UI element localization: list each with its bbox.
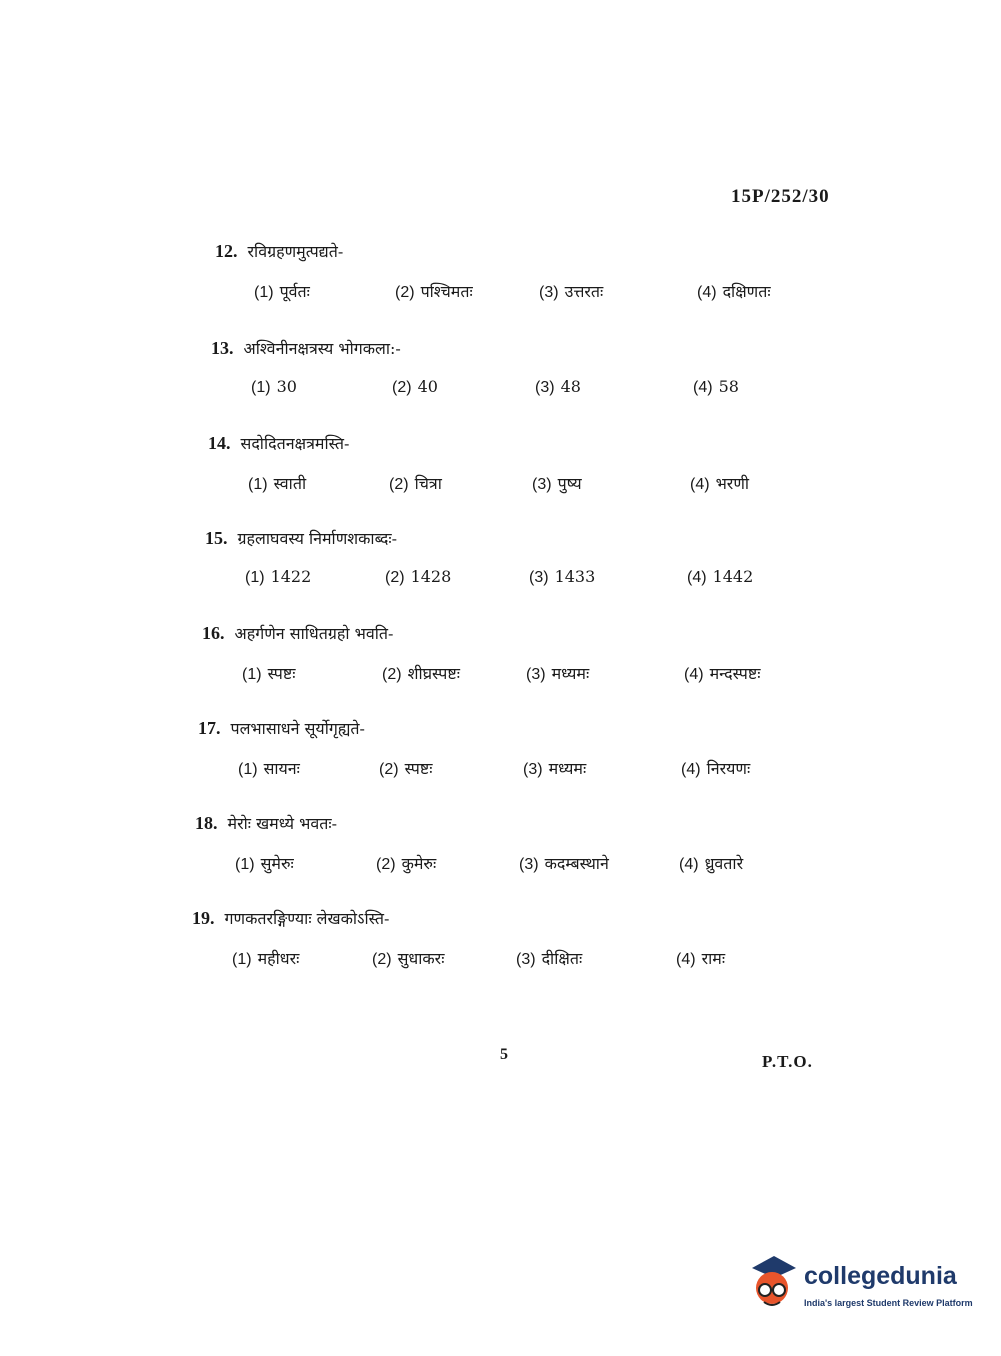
option-3: (3) मध्यमः [523, 759, 587, 778]
question-number: 16. [202, 623, 225, 643]
option-3: (3) पुष्य [532, 474, 582, 493]
option-2: (2) 1428 [385, 567, 452, 586]
option-3: (3) उत्तरतः [539, 282, 604, 301]
option-4: (4) रामः [676, 949, 726, 968]
question-number: 19. [192, 908, 215, 928]
question-number: 17. [198, 718, 221, 738]
option-1: (1) 30 [251, 377, 297, 396]
option-4: (4) दक्षिणतः [697, 282, 771, 301]
question-text: सदोदितनक्षत्रमस्ति- [240, 434, 350, 453]
question-19 [0, 907, 1001, 997]
question-number: 18. [195, 813, 218, 833]
option-3: (3) कदम्बस्थाने [519, 854, 609, 873]
option-2: (2) स्पष्टः [379, 759, 433, 778]
question-12 [0, 240, 1001, 330]
option-2: (2) सुधाकरः [372, 949, 445, 968]
option-1: (1) सायनः [238, 759, 300, 778]
logo-tagline: India's largest Student Review Platform [804, 1298, 973, 1308]
option-3: (3) दीक्षितः [516, 949, 583, 968]
question-number: 12. [215, 241, 238, 261]
question-text: अश्विनीनक्षत्रस्य भोगकला:- [243, 339, 401, 358]
question-number: 15. [205, 528, 228, 548]
option-2: (2) पश्चिमतः [395, 282, 473, 301]
option-4: (4) मन्दस्पष्टः [684, 664, 761, 683]
option-1: (1) स्वाती [248, 474, 307, 493]
question-text: रविग्रहणमुत्पद्यते- [247, 242, 344, 261]
option-2: (2) 40 [392, 377, 438, 396]
option-4: (4) भरणी [690, 474, 750, 493]
paper-code: 15P/252/30 [731, 186, 830, 207]
option-2: (2) कुमेरुः [376, 854, 437, 873]
question-15 [0, 527, 1001, 617]
page-number: 5 [500, 1046, 508, 1063]
question-text: गणकतरङ्गिण्याः लेखकोऽस्ति- [224, 909, 390, 928]
option-1: (1) 1422 [245, 567, 312, 586]
logo-wordmark: collegedunia [804, 1262, 957, 1290]
option-4: (4) 1442 [687, 567, 754, 586]
question-number: 14. [208, 433, 231, 453]
question-14 [0, 432, 1001, 522]
option-4: (4) ध्रुवतारे [679, 854, 744, 873]
mascot-icon [744, 1250, 802, 1320]
question-text: अहर्गणेन साधितग्रहो भवति- [234, 624, 394, 643]
question-number: 13. [211, 338, 234, 358]
option-1: (1) महीधरः [232, 949, 300, 968]
question-text: ग्रहलाघवस्य निर्माणशकाब्दः- [237, 529, 398, 548]
option-4: (4) 58 [693, 377, 739, 396]
option-2: (2) चित्रा [389, 474, 442, 493]
option-2: (2) शीघ्रस्पष्टः [382, 664, 460, 683]
option-3: (3) मध्यमः [526, 664, 590, 683]
option-1: (1) पूर्वतः [254, 282, 310, 301]
option-4: (4) निरयणः [681, 759, 751, 778]
option-3: (3) 48 [535, 377, 581, 396]
option-1: (1) स्पष्टः [242, 664, 296, 683]
question-13 [0, 337, 1001, 427]
question-16 [0, 622, 1001, 712]
question-18 [0, 812, 1001, 902]
option-1: (1) सुमेरुः [235, 854, 294, 873]
collegedunia-logo [744, 1250, 974, 1320]
pto-label: P.T.O. [762, 1052, 813, 1071]
option-3: (3) 1433 [529, 567, 596, 586]
question-text: पलभासाधने सूर्योगृह्यते- [230, 719, 365, 738]
question-17 [0, 717, 1001, 807]
question-text: मेरोः खमध्ये भवतः- [227, 814, 338, 833]
